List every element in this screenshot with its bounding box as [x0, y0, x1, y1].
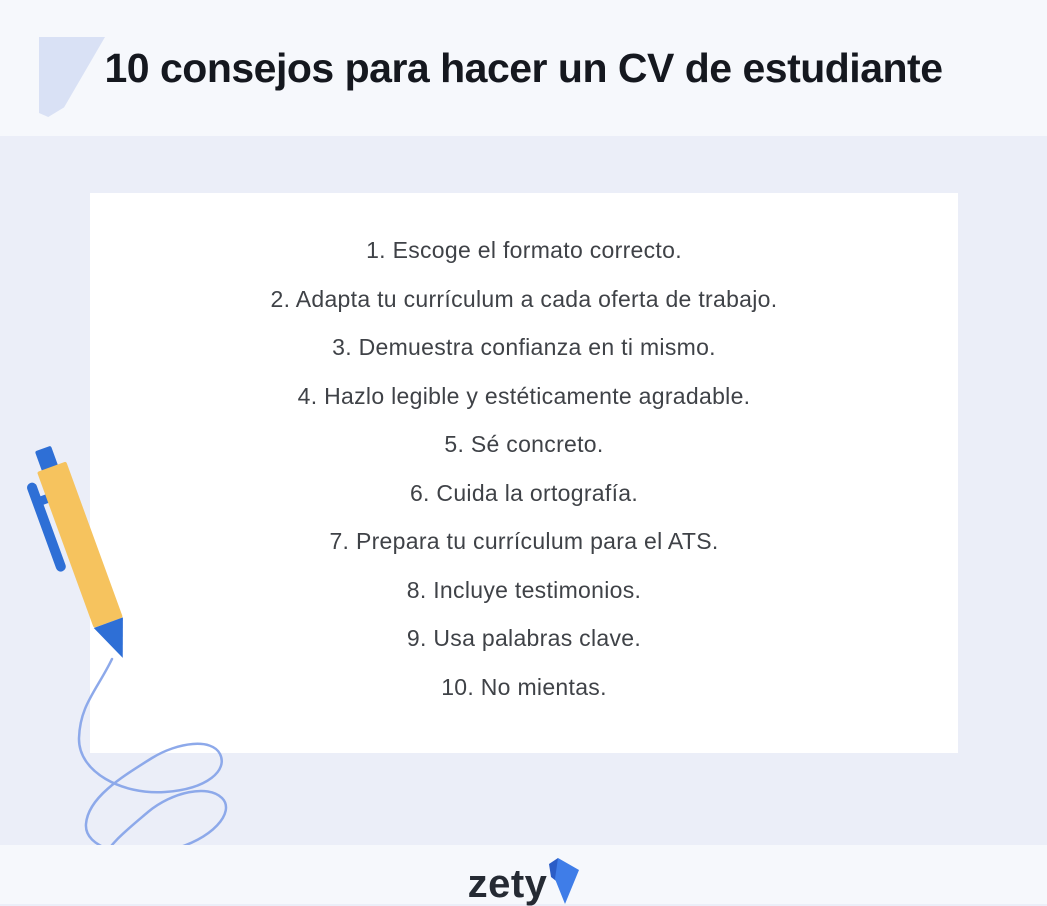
tip-item-10: 10. No mientas.	[441, 673, 607, 700]
tip-item-5: 5. Sé concreto.	[444, 431, 604, 457]
tip-item-8: 8. Incluye testimonios.	[406, 576, 642, 603]
tip-item-2: 2. Adapta tu currículum a cada oferta de trabajo.	[270, 285, 778, 312]
tip-item-7: 7. Prepara tu currículum para el ATS.	[329, 528, 719, 554]
tip-item-3: 3. Demuestra confianza en ti mismo.	[332, 334, 716, 360]
header-band	[0, 0, 1047, 136]
footer-band	[0, 845, 1047, 904]
zety-arrow-icon	[549, 858, 579, 904]
tip-item-4: 4. Hazlo legible y estéticamente agradable.	[297, 382, 751, 409]
brand-logo	[467, 852, 580, 906]
brand-name: zety	[467, 861, 548, 906]
tip-item-6: 6. Cuida la ortografía.	[409, 479, 639, 506]
page-title: 10 consejos para hacer un CV de estudiante	[104, 45, 943, 91]
tip-item-9: 9. Usa palabras clave.	[406, 625, 642, 651]
tips-list	[90, 193, 958, 711]
tip-item-1: 1. Escoge el formato correcto.	[366, 237, 682, 263]
tips-card	[90, 193, 958, 753]
